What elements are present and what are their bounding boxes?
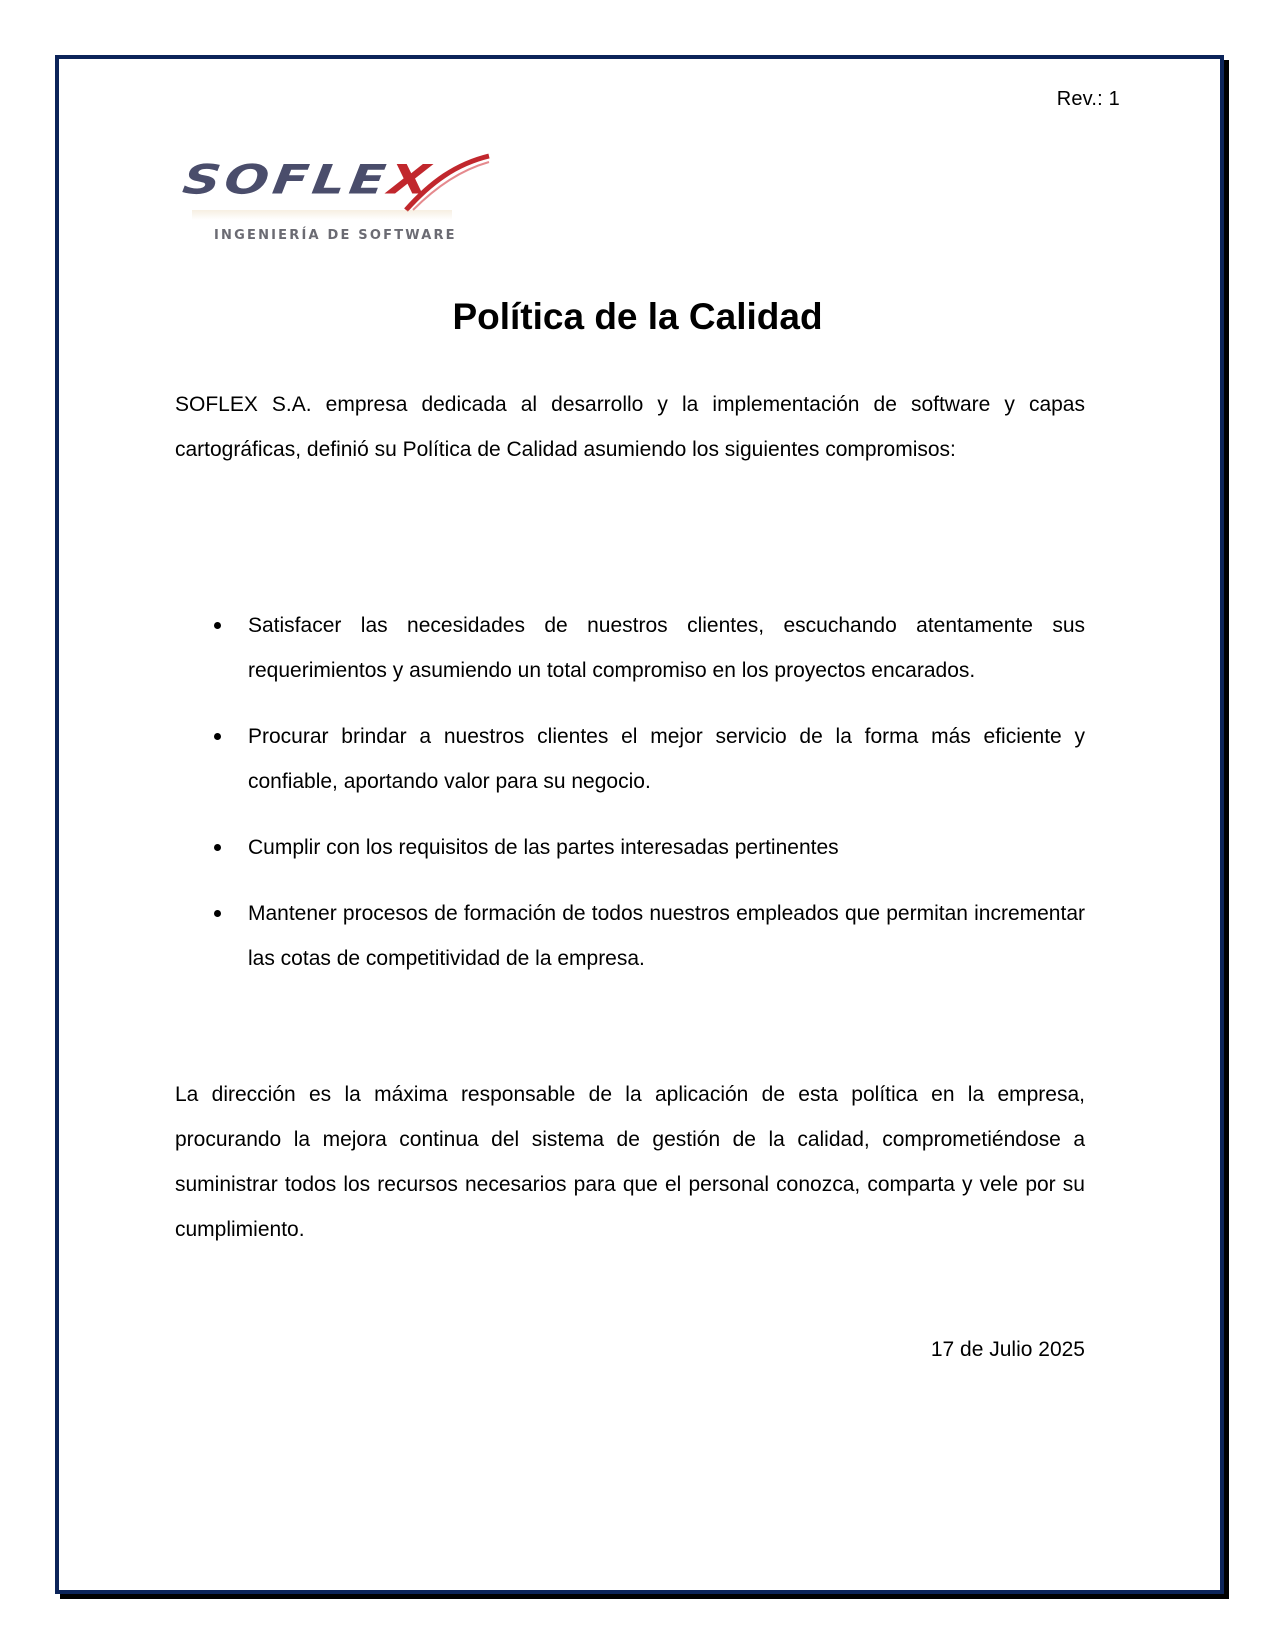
commitment-text: Cumplir con los requisitos de las partes interesadas pertinentes	[248, 836, 839, 859]
revision-label: Rev.: 1	[1056, 88, 1120, 110]
logo-swoosh-icon	[401, 152, 491, 212]
intro-paragraph: SOFLEX S.A. empresa dedicada al desarrollo y la implementación de software y capas cartográficas, definió su Política de Calidad asumiendo los siguientes compromisos:	[175, 393, 1085, 461]
company-logo	[179, 156, 486, 250]
commitment-text: Mantener procesos de formación de todos nuestros empleados que permitan incrementar las cotas de competitividad de la empresa.	[248, 902, 1085, 970]
bullet-icon	[214, 844, 221, 851]
logo-wordmark	[179, 156, 437, 204]
commitments-list	[175, 603, 1085, 1002]
logo-reflection	[192, 210, 452, 220]
logo-wordmark-x: X	[385, 156, 437, 204]
commitment-text: Procurar brindar a nuestros clientes el mejor servicio de la forma más eficiente y confiable, aportando valor para su negocio.	[248, 725, 1085, 793]
bullet-icon	[214, 733, 221, 740]
commitment-item	[175, 825, 1085, 870]
closing-paragraph: La dirección es la máxima responsable de la aplicación de esta política en la empresa, procurando la mejora continua del sistema de gestión de la calidad, comprometiéndose a suministrar todos los recursos necesarios para que el personal conozca, comparta y vele por su cumplimiento.	[175, 1083, 1085, 1241]
commitment-text: Satisfacer las necesidades de nuestros clientes, escuchando atentamente sus requerimientos y asumiendo un total compromiso en los proyectos encarados.	[248, 614, 1085, 682]
commitment-item	[175, 714, 1085, 804]
document-title: Política de la Calidad	[452, 296, 823, 337]
logo-wordmark-prefix: SOFLE	[179, 156, 393, 204]
commitment-item	[175, 891, 1085, 981]
commitment-item	[175, 603, 1085, 693]
logo-tagline: INGENIERÍA DE SOFTWARE	[214, 228, 457, 243]
bullet-icon	[214, 910, 221, 917]
bullet-icon	[214, 622, 221, 629]
document-date: 17 de Julio 2025	[930, 1338, 1085, 1361]
